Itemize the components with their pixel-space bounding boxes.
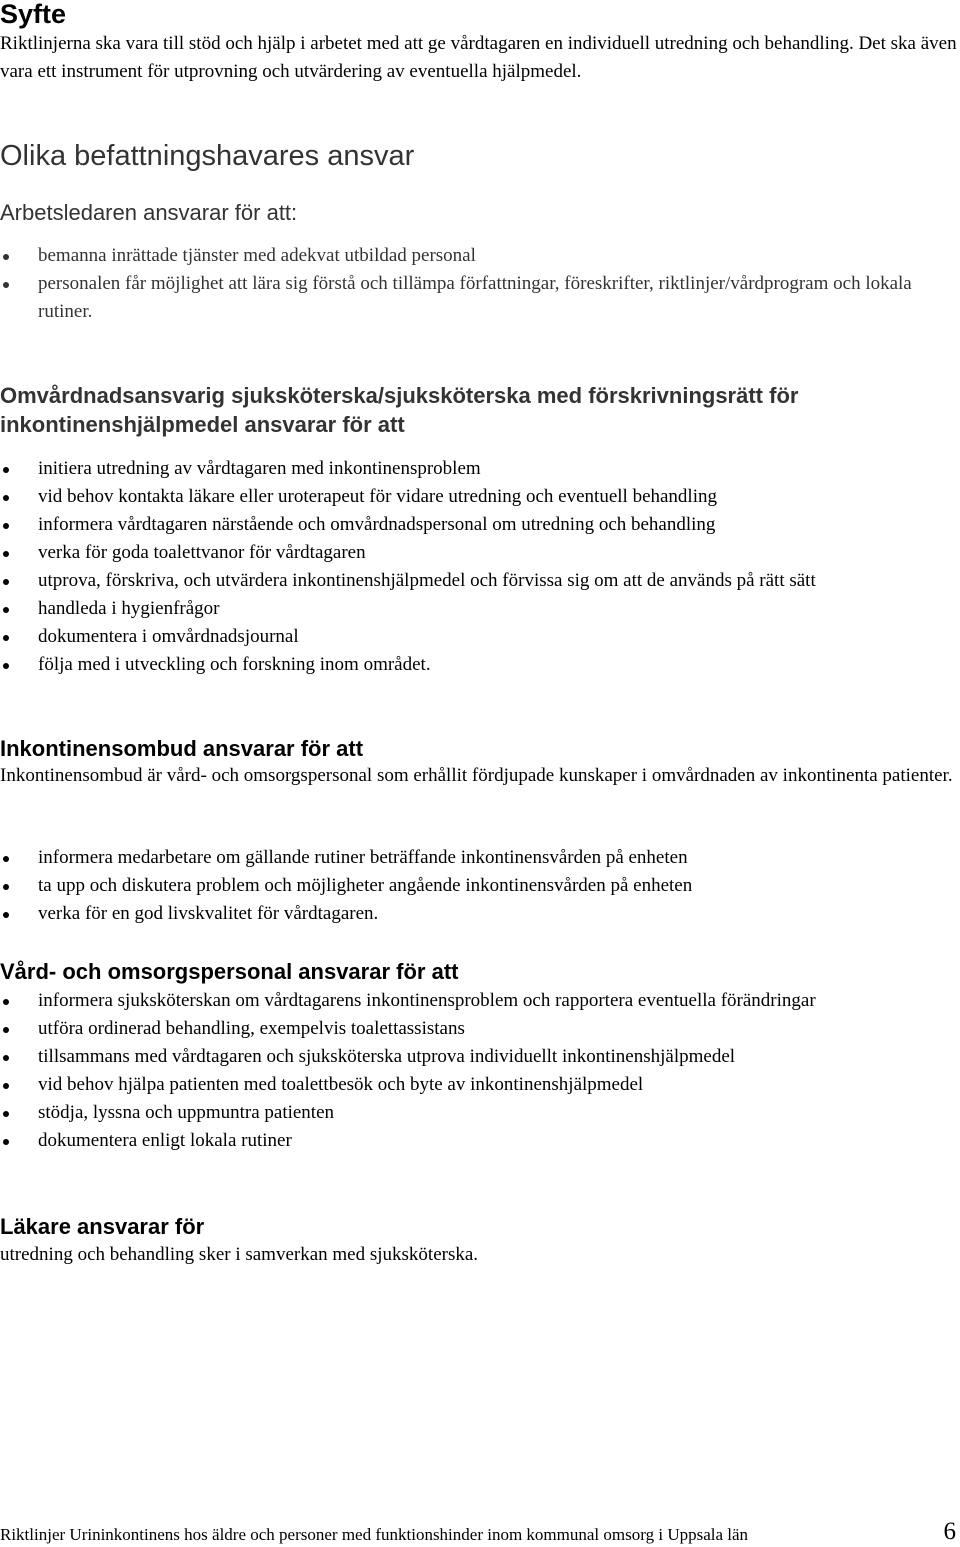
heading-arbetsledaren: Arbetsledaren ansvarar för att: bbox=[0, 200, 298, 225]
list-item: ta upp och diskutera problem och möjligheter angående inkontinensvården på enheten bbox=[0, 872, 958, 900]
list-item: vid behov kontakta läkare eller uroterapeut för vidare utredning och eventuell behandling bbox=[0, 483, 958, 511]
list-item: utprova, förskriva, och utvärdera inkontinenshjälpmedel och förvissa sig om att de används på rätt sätt bbox=[0, 567, 958, 595]
list-item: informera medarbetare om gällande rutiner beträffande inkontinensvården på enheten bbox=[0, 844, 958, 872]
list-item: personalen får möjlighet att lära sig förstå och tillämpa författningar, föreskrifter, riktlinjer/vårdprogram och lokala rutiner. bbox=[0, 270, 958, 326]
list-item: stödja, lyssna och uppmuntra patienten bbox=[0, 1099, 958, 1127]
sjukskoterska-list bbox=[0, 455, 958, 679]
list-item: dokumentera i omvårdnadsjournal bbox=[0, 623, 958, 651]
list-item: informera vårdtagaren närstående och omvårdnadspersonal om utredning och behandling bbox=[0, 511, 958, 539]
heading-syfte: Syfte bbox=[0, 0, 67, 29]
inkontinensombud-paragraph: Inkontinensombud är vård- och omsorgspersonal som erhållit fördjupade kunskaper i omvårdnaden av inkontinenta patienter. bbox=[0, 765, 953, 786]
list-item: följa med i utveckling och forskning inom området. bbox=[0, 651, 958, 679]
heading-inkontinensombud: Inkontinensombud ansvarar för att bbox=[0, 736, 364, 761]
list-item: handleda i hygienfrågor bbox=[0, 595, 958, 623]
page-number: 6 bbox=[943, 1518, 956, 1545]
heading-ansvar: Olika befattningshavares ansvar bbox=[0, 140, 415, 172]
heading-lakare: Läkare ansvarar för bbox=[0, 1214, 205, 1239]
vardpersonal-list bbox=[0, 987, 958, 1155]
list-item: bemanna inrättade tjänster med adekvat utbildad personal bbox=[0, 242, 958, 270]
heading-vardpersonal: Vård- och omsorgspersonal ansvarar för att bbox=[0, 959, 459, 984]
arbetsledaren-list bbox=[0, 242, 958, 326]
list-item: utföra ordinerad behandling, exempelvis toalettassistans bbox=[0, 1015, 958, 1043]
syfte-paragraph: Riktlinjerna ska vara till stöd och hjälp i arbetet med att ge vårdtagaren en individuell utredning och behandling. Det ska även vara ett instrument för utprovning och utvärdering av eventuella hjälpmedel. bbox=[0, 33, 957, 82]
list-item: informera sjuksköterskan om vårdtagarens inkontinensproblem och rapportera eventuella förändringar bbox=[0, 987, 958, 1015]
list-item: verka för en god livskvalitet för vårdtagaren. bbox=[0, 900, 958, 928]
list-item: verka för goda toalettvanor för vårdtagaren bbox=[0, 539, 958, 567]
heading-sjukskoterska: Omvårdnadsansvarig sjuksköterska/sjuksköterska med förskrivningsrätt för inkontinenshjälpmedel ansvarar för att bbox=[0, 383, 799, 437]
lakare-paragraph: utredning och behandling sker i samverkan med sjuksköterska. bbox=[0, 1244, 479, 1265]
list-item: dokumentera enligt lokala rutiner bbox=[0, 1127, 958, 1155]
list-item: vid behov hjälpa patienten med toalettbesök och byte av inkontinenshjälpmedel bbox=[0, 1071, 958, 1099]
list-item: initiera utredning av vårdtagaren med inkontinensproblem bbox=[0, 455, 958, 483]
footer-text: Riktlinjer Urininkontinens hos äldre och personer med funktionshinder inom kommunal omsorg i Uppsala län bbox=[0, 1525, 749, 1544]
inkontinensombud-list bbox=[0, 844, 958, 928]
list-item: tillsammans med vårdtagaren och sjuksköterska utprova individuellt inkontinenshjälpmedel bbox=[0, 1043, 958, 1071]
